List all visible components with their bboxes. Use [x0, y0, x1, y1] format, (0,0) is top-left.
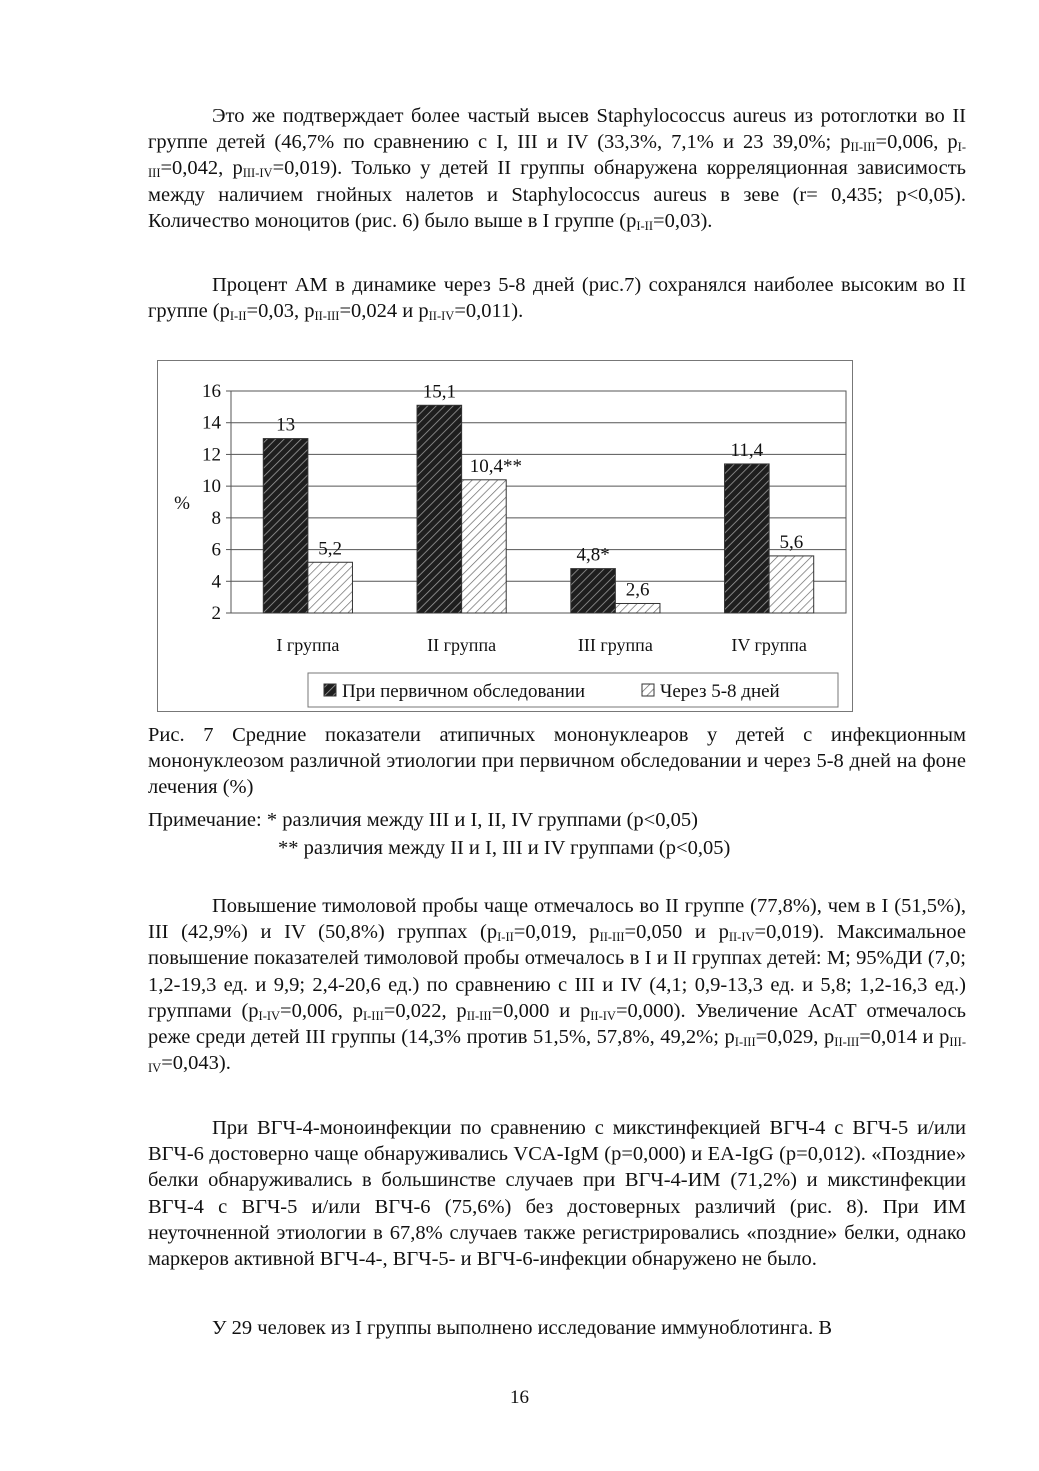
y-tick-label: 14 — [202, 412, 221, 434]
bar-initial — [417, 405, 462, 613]
legend-entry: Через 5-8 дней — [660, 681, 780, 702]
legend-swatch — [324, 684, 336, 696]
legend-swatch — [642, 684, 654, 696]
subscript: I-II — [497, 930, 514, 945]
y-tick-label: 2 — [211, 603, 221, 624]
data-label: 5,2 — [318, 538, 343, 560]
y-tick-label: 10 — [202, 476, 221, 498]
data-label: 13 — [276, 414, 296, 436]
y-tick-label: 16 — [202, 381, 221, 402]
paragraph-immunoblot: У 29 человек из I группы выполнено исследование иммуноблотинга. В — [212, 1317, 832, 1339]
subscript: II-III — [466, 1008, 492, 1023]
bar-after-5-8-days — [769, 556, 814, 613]
bar-initial — [725, 464, 770, 613]
subscript: II-IV — [590, 1008, 616, 1023]
subscript: III-IV — [242, 166, 273, 181]
y-tick-label: 12 — [202, 444, 221, 466]
subscript: II-IV — [428, 309, 455, 324]
category-label: II группа — [427, 635, 497, 655]
subscript: III-IV — [148, 1035, 966, 1076]
category-label: III группа — [577, 635, 653, 655]
y-tick-label: 4 — [211, 571, 221, 593]
category-label: I группа — [276, 635, 340, 655]
bar-chart — [158, 361, 852, 711]
subscript: I-III — [734, 1035, 756, 1050]
figure-caption: Рис. 7 Средние показатели атипичных мононуклеаров у детей с инфекционным мононуклеозом различной этиологии при первичном обследовании и через 5-8 дней на фоне лечения (%) — [148, 724, 966, 799]
subscript: II-III — [834, 1035, 860, 1050]
data-label: 5,6 — [779, 531, 804, 553]
paragraph-staphylococcus: Это же подтверждает более частый высев Staphylococcus aureus из ротоглотки во II группе детей (46,7% по сравнению с I, III и IV (33,3%, 7,1% и 23 39,0%; $р_{II-III}=0,006$, $р_{I-III}=0,042$, $р_{III-IV}=0,019$). Только у детей II группы обнаружена корреляционная зависимость между наличием гнойных налетов и Staphylococcus aureus в зеве (r= 0,435; р<0,05). Количество моноцитов (рис. 6) было выше в I группе $(р_{I-II}=0,03)$. — [148, 105, 967, 233]
bar-initial — [263, 439, 308, 613]
y-tick-label: 8 — [211, 507, 221, 529]
subscript: I-II — [636, 218, 654, 233]
bar-initial — [571, 569, 616, 613]
paragraph-hhv4: При ВГЧ-4-моноинфекции по сравнению с микстинфекцией ВГЧ-4 с ВГЧ-5 и/или ВГЧ-6 достоверно чаще обнаруживались VCA-IgM (р=0,000) и EA-IgG (р=0,012). «Поздние» белки обнаруживались в большинстве случаев при ВГЧ-4-ИМ (71,2%) и микстинфекции ВГЧ-4 с ВГЧ-5 и/или ВГЧ-6 (75,6%) без достоверных различий (рис. 8). При ИМ неуточненной этиологии в 67,8% случаев также регистрировались «поздние» белки, однако маркеров активной ВГЧ-4-, ВГЧ-5- и ВГЧ-6-инфекции обнаружено не было. — [148, 1117, 966, 1271]
category-label: IV группа — [731, 635, 807, 655]
subscript: I-II — [229, 309, 247, 324]
data-label: 11,4 — [730, 439, 764, 461]
subscript: II-IV — [728, 930, 755, 945]
y-axis-label: % — [174, 493, 190, 514]
y-tick-label: 6 — [211, 539, 221, 561]
subscript: II-III — [314, 309, 340, 324]
figure-note-2: ** различия между II и I, III и IV группами (р<0,05) — [278, 837, 731, 859]
paragraph-thymol-test: Повышение тимоловой пробы чаще отмечалось во II группе (77,8%), чем в I (51,5%), III (42,9%) и IV (50,8%) группах ($р_{I-II}=0,019$, $р_{II-III}=0,050$ и $р_{II-IV}=0,019$). Максимальное повышение показателей тимоловой пробы отмечалось в I и II группах детей: М; 95%ДИ (7,0; 1,2-19,3 ед. и 9,9; 2,4-20,6 ед.) по сравнению с III и IV (4,1; 0,9-13,3 ед. и 5,8; 1,2-16,3 ед.) группами ($р_{I-IV}=0,006$, $р_{I-III}=0,022$, $р_{II-III}=0,000$ и $р_{II-IV}=0,000$). Увеличение АсАТ отмечалось реже среди детей III группы (14,3% против 51,5%, 57,8%, 49,2%; $р_{I-III}=0,029$, $р_{II-III}=0,014$ и $р_{III-IV}=0,043$). — [148, 895, 967, 1076]
bar-after-5-8-days — [615, 603, 660, 613]
bar-after-5-8-days — [308, 562, 353, 613]
data-label: 2,6 — [625, 579, 650, 601]
subscript: I-III — [148, 140, 966, 181]
data-label: 10,4** — [469, 455, 523, 477]
figure-note-1: Примечание: * различия между III и I, II, IV группами (р<0,05) — [148, 809, 698, 831]
figure-7-chart — [157, 360, 853, 712]
subscript: II-III — [599, 930, 625, 945]
subscript: I-III — [362, 1008, 384, 1023]
subscript: I-IV — [258, 1008, 281, 1023]
data-label: 15,1 — [422, 381, 456, 403]
paragraph-am-dynamics: Процент АМ в динамике через 5-8 дней (рис.7) сохранялся наиболее высоким во II группе ($р_{I-II}=0,03$, $р_{II-III}=0,024$ и $р_{II-IV}=0,011$). — [148, 274, 966, 324]
subscript: II-III — [850, 140, 876, 155]
data-label: 4,8* — [576, 544, 610, 566]
bar-after-5-8-days — [462, 480, 507, 613]
page-number: 16 — [510, 1387, 529, 1408]
legend-entry: При первичном обследовании — [342, 681, 586, 702]
